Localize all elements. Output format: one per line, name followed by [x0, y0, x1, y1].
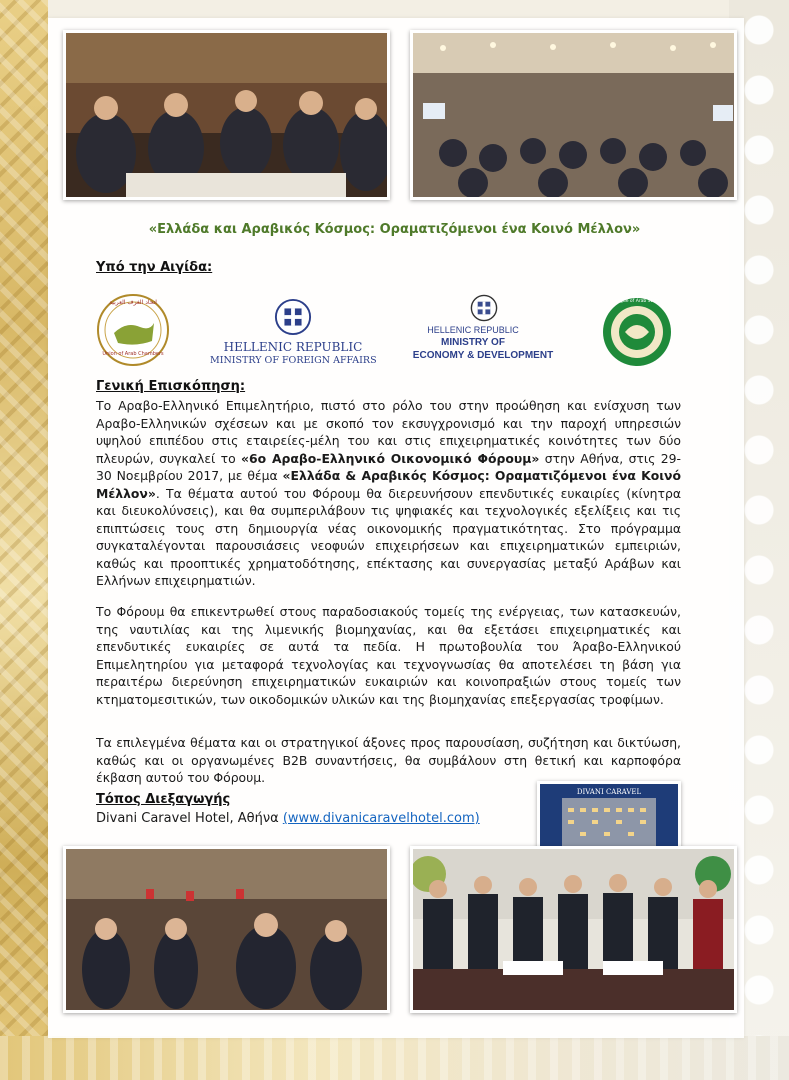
p1-text-a: Το Αραβο-Ελληνικό Επιμελητήριο, πιστό στο ρόλο του στην προώθηση και ενίσχυση των Αραβο-Ελληνικών σχέσεων και με σκοπό τον εκσυγχρονισμό και την παροχή υπηρεσιών υψηλού επιπέδου στις εταιρείες-μέλη του και στις επιχειρηματικές κοινότητες των δύο πλευρών, συγκαλεί το — [96, 398, 681, 466]
aegis-heading: Υπό την Αιγίδα: — [96, 260, 213, 275]
union-arabic-text: اتحاد الغرف العربية — [109, 299, 157, 306]
venue-link[interactable]: (www.divanicaravelhotel.com) — [282, 811, 480, 826]
gold-ornamental-border — [0, 0, 48, 1080]
mfa-logo — [210, 298, 376, 368]
venue-line — [96, 811, 480, 826]
venue-text: Divani Caravel Hotel, Αθήνα — [96, 811, 283, 826]
p1-forum-name: «6ο Αραβο-Ελληνικό Οικονομικό Φόρουμ» — [241, 450, 540, 466]
overview-heading: Γενική Επισκόπηση: — [96, 379, 246, 394]
photo-signing-ceremony — [410, 846, 737, 1013]
mfa-line1: HELLENIC REPUBLIC — [223, 340, 363, 354]
union-name-text: Union of Arab Chambers — [102, 351, 164, 357]
overview-paragraph-1 — [96, 397, 681, 590]
gold-ornamental-footer — [0, 1036, 789, 1080]
hotel-sign: DIVANI CARAVEL — [576, 788, 642, 796]
event-title: «Ελλάδα και Αραβικός Κόσμος: Οραματιζόμενοι ένα Κοινό Μέλλον» — [148, 222, 641, 237]
overview-paragraph-2: Το Φόρουμ θα επικεντρωθεί στους παραδοσιακούς τομείς της ενέργειας, των κατασκευών, της ναυτιλίας και της λιμενικής βιομηχανίας, και θα εξετάσει επιχειρηματικές και επενδυτικές ευκαιρίες σε αυτά τα πεδία. Η πρωτοβουλία του Άραβο-Ελληνικού Επιμελητηρίου για μεταφορά τεχνολογίας και τεχνογνωσίας θα αποτελέσει τη βάση για περαιτέρω διερεύνηση επιχειρηματικών ευκαιριών και κοινοπραξιών στους τομείς των κτηματομεσιτικών, των οικοδομικών υλικών και της βιομηχανίας επεξεργασίας τροφίμων. — [96, 604, 681, 707]
p1-text-e: . Τα θέματα αυτού του Φόρουμ θα διερευνήσουν επενδυτικές ευκαιρίες (κίνητρα και διευκολύνσεις), και θα συμπεριλάβουν τις ψηφιακές και τεχνολογικές εξελίξεις και τις επιπτώσεις τους στη δημιουργία νέας οικονομικής πραγματικότητας. Στο πρόγραμμα συγκαταλέγονται παρουσιάσεις νεοφυών επιχειρήσεων και επιχειρηματικών εμπειριών, καθώς και προοπτικές χρηματοδότησης, επέκτασης και συνεργασίας μεταξύ Αράβων και Ελλήνων επιχειρηματιών. — [96, 485, 681, 588]
p1-text-c: στην Αθήνα, στις 29-30 Νοεμβρίου 2017, με θέμα — [96, 450, 681, 483]
arab-league-name: League of Arab States — [612, 299, 662, 304]
mfa-line2: MINISTRY OF FOREIGN AFFAIRS — [210, 355, 377, 366]
photo-networking — [63, 846, 390, 1013]
venue-heading: Τόπος Διεξαγωγής — [96, 792, 231, 807]
overview-paragraph-3: Τα επιλεγμένα θέματα και οι στρατηγικοί άξονες προς παρουσίαση, συζήτηση και δικτύωση, καθώς και οι οργανωμένες B2B συναντήσεις, θα συμβάλουν στη θετική και καρποφόρα έκβαση αυτού του Φόρουμ. — [96, 735, 681, 785]
photo-conference-table — [63, 30, 390, 200]
arab-league-logo — [601, 296, 673, 368]
photo-conference-hall — [410, 30, 737, 200]
p1-theme: «Ελλάδα & Αραβικός Κόσμος: Οραματιζόμενοι ένα Κοινό Μέλλον» — [96, 468, 681, 501]
economy-line1: HELLENIC REPUBLIC — [427, 325, 519, 335]
union-arab-chambers-logo — [96, 293, 170, 367]
economy-line2: MINISTRY OF — [441, 337, 505, 348]
economy-line3: ECONOMY & DEVELOPMENT — [412, 350, 554, 361]
economy-ministry-logo — [408, 294, 560, 366]
